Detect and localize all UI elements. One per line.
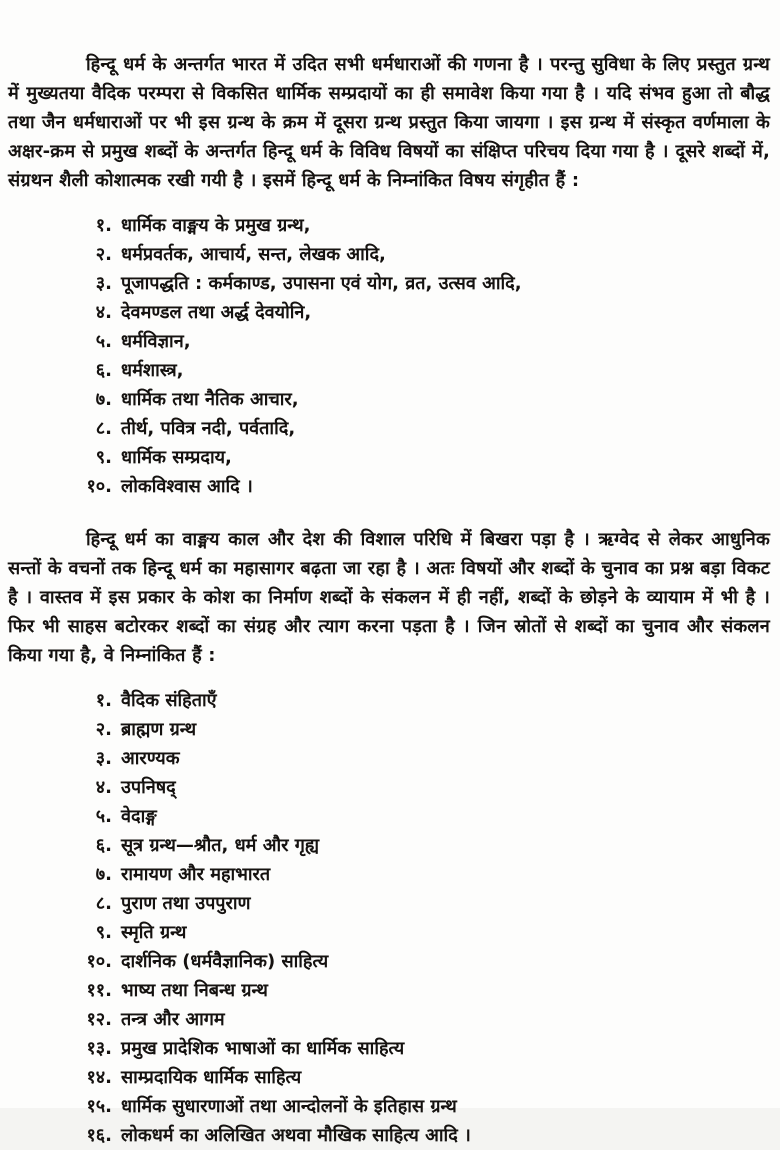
- list-item-number: ८.: [95, 893, 112, 914]
- list-item: [70, 385, 770, 414]
- list-item-number: ५.: [95, 806, 112, 827]
- list-item: [70, 240, 770, 269]
- list-item: [70, 327, 770, 356]
- list-item: [70, 298, 770, 327]
- list-item-text: देवमण्डल तथा अर्द्ध देवयोनि,: [121, 302, 312, 323]
- list-item: [70, 773, 770, 802]
- list-item-number: १०.: [86, 951, 112, 972]
- list-item-text: पूजापद्धति : कर्मकाण्ड, उपासना एवं योग, व्रत, उत्सव आदि,: [121, 273, 522, 294]
- list-item: [70, 802, 770, 831]
- list-item-text: धर्मप्रवर्तक, आचार्य, सन्त, लेखक आदि,: [121, 244, 386, 265]
- list-item-text: लोकविश्वास आदि ।: [121, 476, 253, 497]
- list-item: [70, 831, 770, 860]
- list-item-number: ६.: [95, 835, 112, 856]
- list-item-text: धर्मविज्ञान,: [121, 331, 191, 352]
- list-item-text: धर्मशास्त्र,: [121, 360, 184, 381]
- sources-list: [8, 686, 770, 1150]
- list-item: [70, 1034, 770, 1063]
- list-item-number: १.: [95, 690, 112, 711]
- list-item-number: २.: [95, 244, 112, 265]
- list-item-number: २.: [95, 719, 112, 740]
- list-item-number: ९.: [95, 447, 112, 468]
- list-item: [70, 1092, 770, 1121]
- list-item-text: धार्मिक वाङ्मय के प्रमुख ग्रन्थ,: [121, 215, 311, 236]
- list-item-number: ४.: [95, 777, 112, 798]
- list-item-number: १२.: [86, 1009, 112, 1030]
- list-item: [70, 269, 770, 298]
- list-item-number: ६.: [95, 360, 112, 381]
- list-item: [70, 1121, 770, 1150]
- list-item-text: प्रमुख प्रादेशिक भाषाओं का धार्मिक साहित्य: [121, 1038, 405, 1059]
- list-item-text: साम्प्रदायिक धार्मिक साहित्य: [121, 1067, 302, 1088]
- list-item-text: धार्मिक सुधारणाओं तथा आन्दोलनों के इतिहास ग्रन्थ: [121, 1096, 457, 1117]
- list-item-number: ३.: [95, 748, 112, 769]
- list-item: [70, 976, 770, 1005]
- list-item-number: ११.: [86, 980, 112, 1001]
- list-item: [70, 443, 770, 472]
- list-item-text: धार्मिक तथा नैतिक आचार,: [121, 389, 299, 410]
- list-item-number: ५.: [95, 331, 112, 352]
- list-item-text: वेदाङ्ग: [121, 806, 157, 827]
- list-item-text: लोकधर्म का अलिखित अथवा मौखिक साहित्य आदि ।: [121, 1125, 471, 1146]
- list-item-text: उपनिषद्: [121, 777, 176, 798]
- list-item-number: १.: [95, 215, 112, 236]
- list-item: [70, 715, 770, 744]
- list-item-number: १०.: [86, 476, 112, 497]
- list-item: [70, 414, 770, 443]
- list-item-text: वैदिक संहिताएँ: [121, 690, 217, 711]
- list-item: [70, 947, 770, 976]
- list-item-number: ३.: [95, 273, 112, 294]
- list-item-text: दार्शनिक (धर्मवैज्ञानिक) साहित्य: [121, 951, 329, 972]
- list-item-text: तीर्थ, पवित्र नदी, पर्वतादि,: [121, 418, 296, 439]
- list-item-number: १६.: [86, 1125, 112, 1146]
- list-item: [70, 889, 770, 918]
- list-item: [70, 860, 770, 889]
- list-item-number: ९.: [95, 922, 112, 943]
- paragraph-intro: हिन्दू धर्म के अन्तर्गत भारत में उदित सभी धर्मधाराओं की गणना है । परन्तु सुविधा के लिए प्रस्तुत ग्रन्थ में मुख्यतया वैदिक परम्परा से विकसित धार्मिक सम्प्रदायों का ही समावेश किया गया है । यदि संभव हुआ तो बौद्ध तथा जैन धर्मधाराओं पर भी इस ग्रन्थ के क्रम में दूसरा ग्रन्थ प्रस्तुत किया जायगा । इस ग्रन्थ में संस्कृत वर्णमाला के अक्षर-क्रम से प्रमुख शब्दों के अन्तर्गत हिन्दू धर्म के विविध विषयों का संक्षिप्त परिचय दिया गया है । दूसरे शब्दों में, संग्रथन शैली कोशात्मक रखी गयी है । इसमें हिन्दू धर्म के निम्नांकित विषय संगृहीत हैं :: [8, 54, 770, 191]
- list-item-number: ४.: [95, 302, 112, 323]
- list-item: [70, 918, 770, 947]
- list-item: [70, 744, 770, 773]
- list-item-number: १३.: [86, 1038, 112, 1059]
- list-item: [70, 1063, 770, 1092]
- list-item: [70, 686, 770, 715]
- list-item-text: ब्राह्मण ग्रन्थ: [121, 719, 197, 740]
- list-item-text: तन्त्र और आगम: [121, 1009, 225, 1030]
- list-item-number: १५.: [86, 1096, 112, 1117]
- list-item-number: ७.: [95, 864, 112, 885]
- list-item-text: रामायण और महाभारत: [121, 864, 271, 885]
- list-item: [70, 356, 770, 385]
- list-item-number: ७.: [95, 389, 112, 410]
- list-item-number: १४.: [86, 1067, 112, 1088]
- list-item: [70, 472, 770, 501]
- list-item-text: धार्मिक सम्प्रदाय,: [121, 447, 232, 468]
- list-item: [70, 1005, 770, 1034]
- list-item-text: आरण्यक: [121, 748, 180, 769]
- list-item-number: ८.: [95, 418, 112, 439]
- list-item-text: सूत्र ग्रन्थ—श्रौत, धर्म और गृह्य: [121, 835, 320, 856]
- list-item-text: भाष्य तथा निबन्ध ग्रन्थ: [121, 980, 268, 1001]
- list-item: [70, 211, 770, 240]
- subjects-list: [8, 211, 770, 501]
- list-item-text: स्मृति ग्रन्थ: [121, 922, 187, 943]
- paragraph-sources-intro: हिन्दू धर्म का वाङ्मय काल और देश की विशाल परिधि में बिखरा पड़ा है । ऋग्वेद से लेकर आधुनिक सन्तों के वचनों तक हिन्दू धर्म का महासागर बढ़ता जा रहा है । अतः विषयों और शब्दों के चुनाव का प्रश्न बड़ा विकट है । वास्तव में इस प्रकार के कोश का निर्माण शब्दों के संकलन में ही नहीं, शब्दों के छोड़ने के व्यायाम में भी है । फिर भी साहस बटोरकर शब्दों का संग्रह और त्याग करना पड़ता है । जिन स्रोतों से शब्दों का चुनाव और संकलन किया गया है, वे निम्नांकित हैं :: [8, 529, 770, 666]
- list-item-text: पुराण तथा उपपुराण: [121, 893, 251, 914]
